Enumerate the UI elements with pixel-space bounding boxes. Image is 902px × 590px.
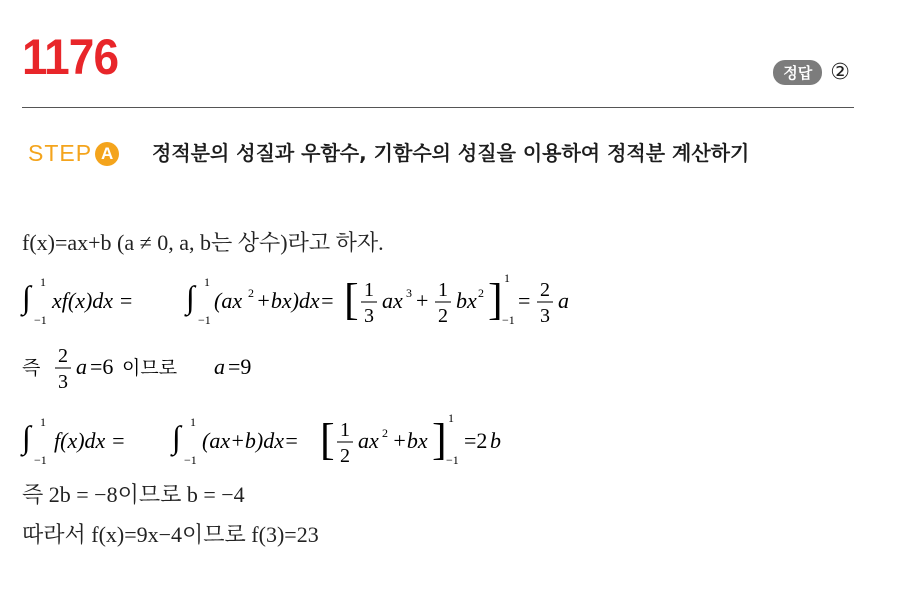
solution-line-3 [18, 340, 418, 396]
svg-text:1: 1 [504, 271, 510, 285]
answer-badge: 정답 [773, 60, 822, 85]
svg-text:bx: bx [456, 288, 477, 313]
svg-text:2: 2 [478, 286, 484, 300]
svg-text:1: 1 [364, 279, 374, 301]
svg-text:2: 2 [540, 279, 550, 301]
svg-text:−1: −1 [198, 313, 211, 327]
svg-text:1: 1 [190, 415, 196, 429]
svg-text:1: 1 [448, 411, 454, 425]
svg-text:ax: ax [382, 288, 403, 313]
svg-text:]: ] [432, 415, 447, 464]
svg-text:1: 1 [438, 279, 448, 301]
svg-text:2: 2 [248, 286, 254, 300]
step-label [28, 140, 119, 167]
svg-text:∫: ∫ [22, 279, 31, 315]
svg-text:∫: ∫ [172, 419, 181, 455]
solution-line-2 [18, 268, 718, 332]
solution-line-5-text: 즉 2b = −8이므로 b = −4 [22, 482, 245, 507]
step-title: 정적분의 성질과 우함수, 기함수의 성질을 이용하여 정적분 계산하기 [152, 141, 750, 165]
svg-text:2: 2 [340, 445, 350, 467]
svg-text:f(x)dx =: f(x)dx = [54, 428, 126, 453]
solution-line-1-text: f(x)=ax+b (a ≠ 0, a, b는 상수)라고 하자. [22, 230, 384, 255]
svg-text:b: b [490, 428, 501, 453]
header-divider [22, 107, 854, 108]
svg-text:=2: =2 [464, 428, 488, 453]
solution-line-6-text: 따라서 f(x)=9x−4이므로 f(3)=23 [22, 522, 319, 547]
svg-text:ax: ax [358, 428, 379, 453]
svg-text:2: 2 [438, 305, 448, 327]
svg-text:a: a [214, 354, 225, 379]
svg-text:2: 2 [382, 426, 388, 440]
svg-text:+bx: +bx [392, 428, 428, 453]
svg-text:3: 3 [58, 371, 68, 393]
svg-text:xf(x)dx =: xf(x)dx = [52, 288, 134, 313]
svg-text:a: a [558, 288, 569, 313]
svg-text:∫: ∫ [22, 419, 31, 455]
answer-value: ② [830, 60, 850, 85]
svg-text:3: 3 [406, 286, 412, 300]
svg-text:1: 1 [40, 415, 46, 429]
svg-text:a: a [76, 354, 87, 379]
svg-text:[: [ [320, 415, 335, 464]
svg-text:1: 1 [204, 275, 210, 289]
svg-text:−1: −1 [184, 453, 197, 467]
svg-text:−1: −1 [502, 313, 515, 327]
solution-line-5 [22, 478, 245, 509]
svg-text:(ax+b)dx=: (ax+b)dx= [202, 428, 299, 453]
svg-text:+: + [416, 288, 429, 313]
svg-text:(ax: (ax [214, 288, 243, 313]
svg-text:3: 3 [364, 305, 374, 327]
svg-text:=9: =9 [228, 354, 252, 379]
svg-text:=: = [518, 288, 531, 313]
svg-text:1: 1 [340, 419, 350, 441]
svg-text:=6: =6 [90, 354, 114, 379]
svg-text:+bx)dx=: +bx)dx= [256, 288, 335, 313]
solution-line-6 [22, 518, 319, 549]
svg-text:−1: −1 [34, 313, 47, 327]
svg-text:[: [ [344, 275, 359, 324]
step-word: STEP [28, 140, 93, 166]
step-letter-badge: A [95, 142, 119, 166]
solution-line-4 [18, 408, 618, 472]
svg-text:1: 1 [40, 275, 46, 289]
solution-line-1 [22, 226, 384, 257]
svg-text:즉: 즉 [22, 357, 41, 379]
svg-text:2: 2 [58, 345, 68, 367]
svg-text:∫: ∫ [186, 279, 195, 315]
svg-text:−1: −1 [34, 453, 47, 467]
svg-text:]: ] [488, 275, 503, 324]
answer [773, 60, 850, 85]
svg-text:−1: −1 [446, 453, 459, 467]
problem-number: 1176 [22, 29, 119, 85]
svg-text:이므로: 이므로 [122, 357, 178, 379]
svg-text:3: 3 [540, 305, 550, 327]
